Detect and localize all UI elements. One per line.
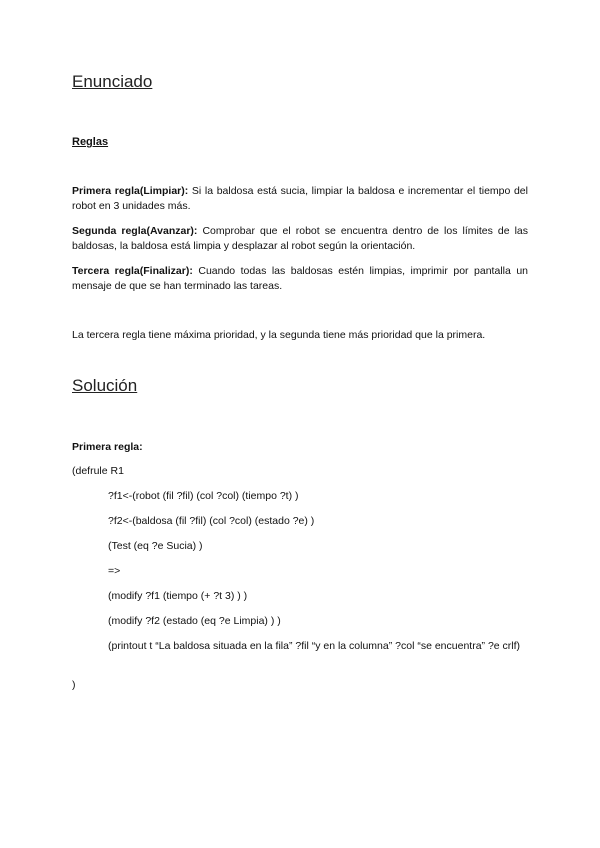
code-line-3: (Test (eq ?e Sucia) ) — [108, 540, 203, 552]
code-line-5: (modify ?f1 (tiempo (+ ?t 3) ) ) — [108, 590, 248, 602]
rule-text-1: Si la baldosa está sucia, limpiar la baldosa e incrementar el tiempo del robot en 3 unidades más. — [72, 185, 528, 212]
code-close-line: ) — [72, 679, 76, 691]
rule-paragraph-3 — [72, 264, 528, 294]
rule-label-2: Segunda regla(Avanzar): — [72, 225, 198, 237]
rules-subtitle: Reglas — [72, 136, 109, 148]
first-rule-title: Primera regla: — [72, 441, 143, 453]
priority-note: La tercera regla tiene máxima prioridad, y la segunda tiene más prioridad que la primera. — [72, 329, 486, 341]
section-title-enunciado: Enunciado — [72, 72, 153, 91]
rule-paragraph-2 — [72, 224, 528, 254]
code-line-6: (modify ?f2 (estado (eq ?e Limpia) ) ) — [108, 615, 281, 627]
rule-text-3: Cuando todas las baldosas estén limpias, imprimir por pantalla un mensaje de que se han terminado las tareas. — [72, 265, 529, 292]
code-open-line: (defrule R1 — [72, 465, 124, 477]
rule-label-1: Primera regla(Limpiar): — [72, 185, 189, 197]
code-line-2: ?f2<-(baldosa (fil ?fil) (col ?col) (estado ?e) ) — [108, 515, 315, 527]
rule-paragraph-1 — [72, 184, 528, 214]
code-line-7: (printout t “La baldosa situada en la fila” ?fil “y en la columna” ?col “se encuentra” ?e crlf) — [108, 640, 521, 652]
rule-text-2: Comprobar que el robot se encuentra dentro de los límites de las baldosas, la baldosa está limpia y desplazar al robot según la orientación. — [72, 225, 528, 252]
rule-label-3: Tercera regla(Finalizar): — [72, 265, 193, 277]
code-line-1: ?f1<-(robot (fil ?fil) (col ?col) (tiempo ?t) ) — [108, 490, 299, 502]
code-line-4: => — [108, 565, 121, 577]
section-title-solucion: Solución — [72, 376, 138, 395]
